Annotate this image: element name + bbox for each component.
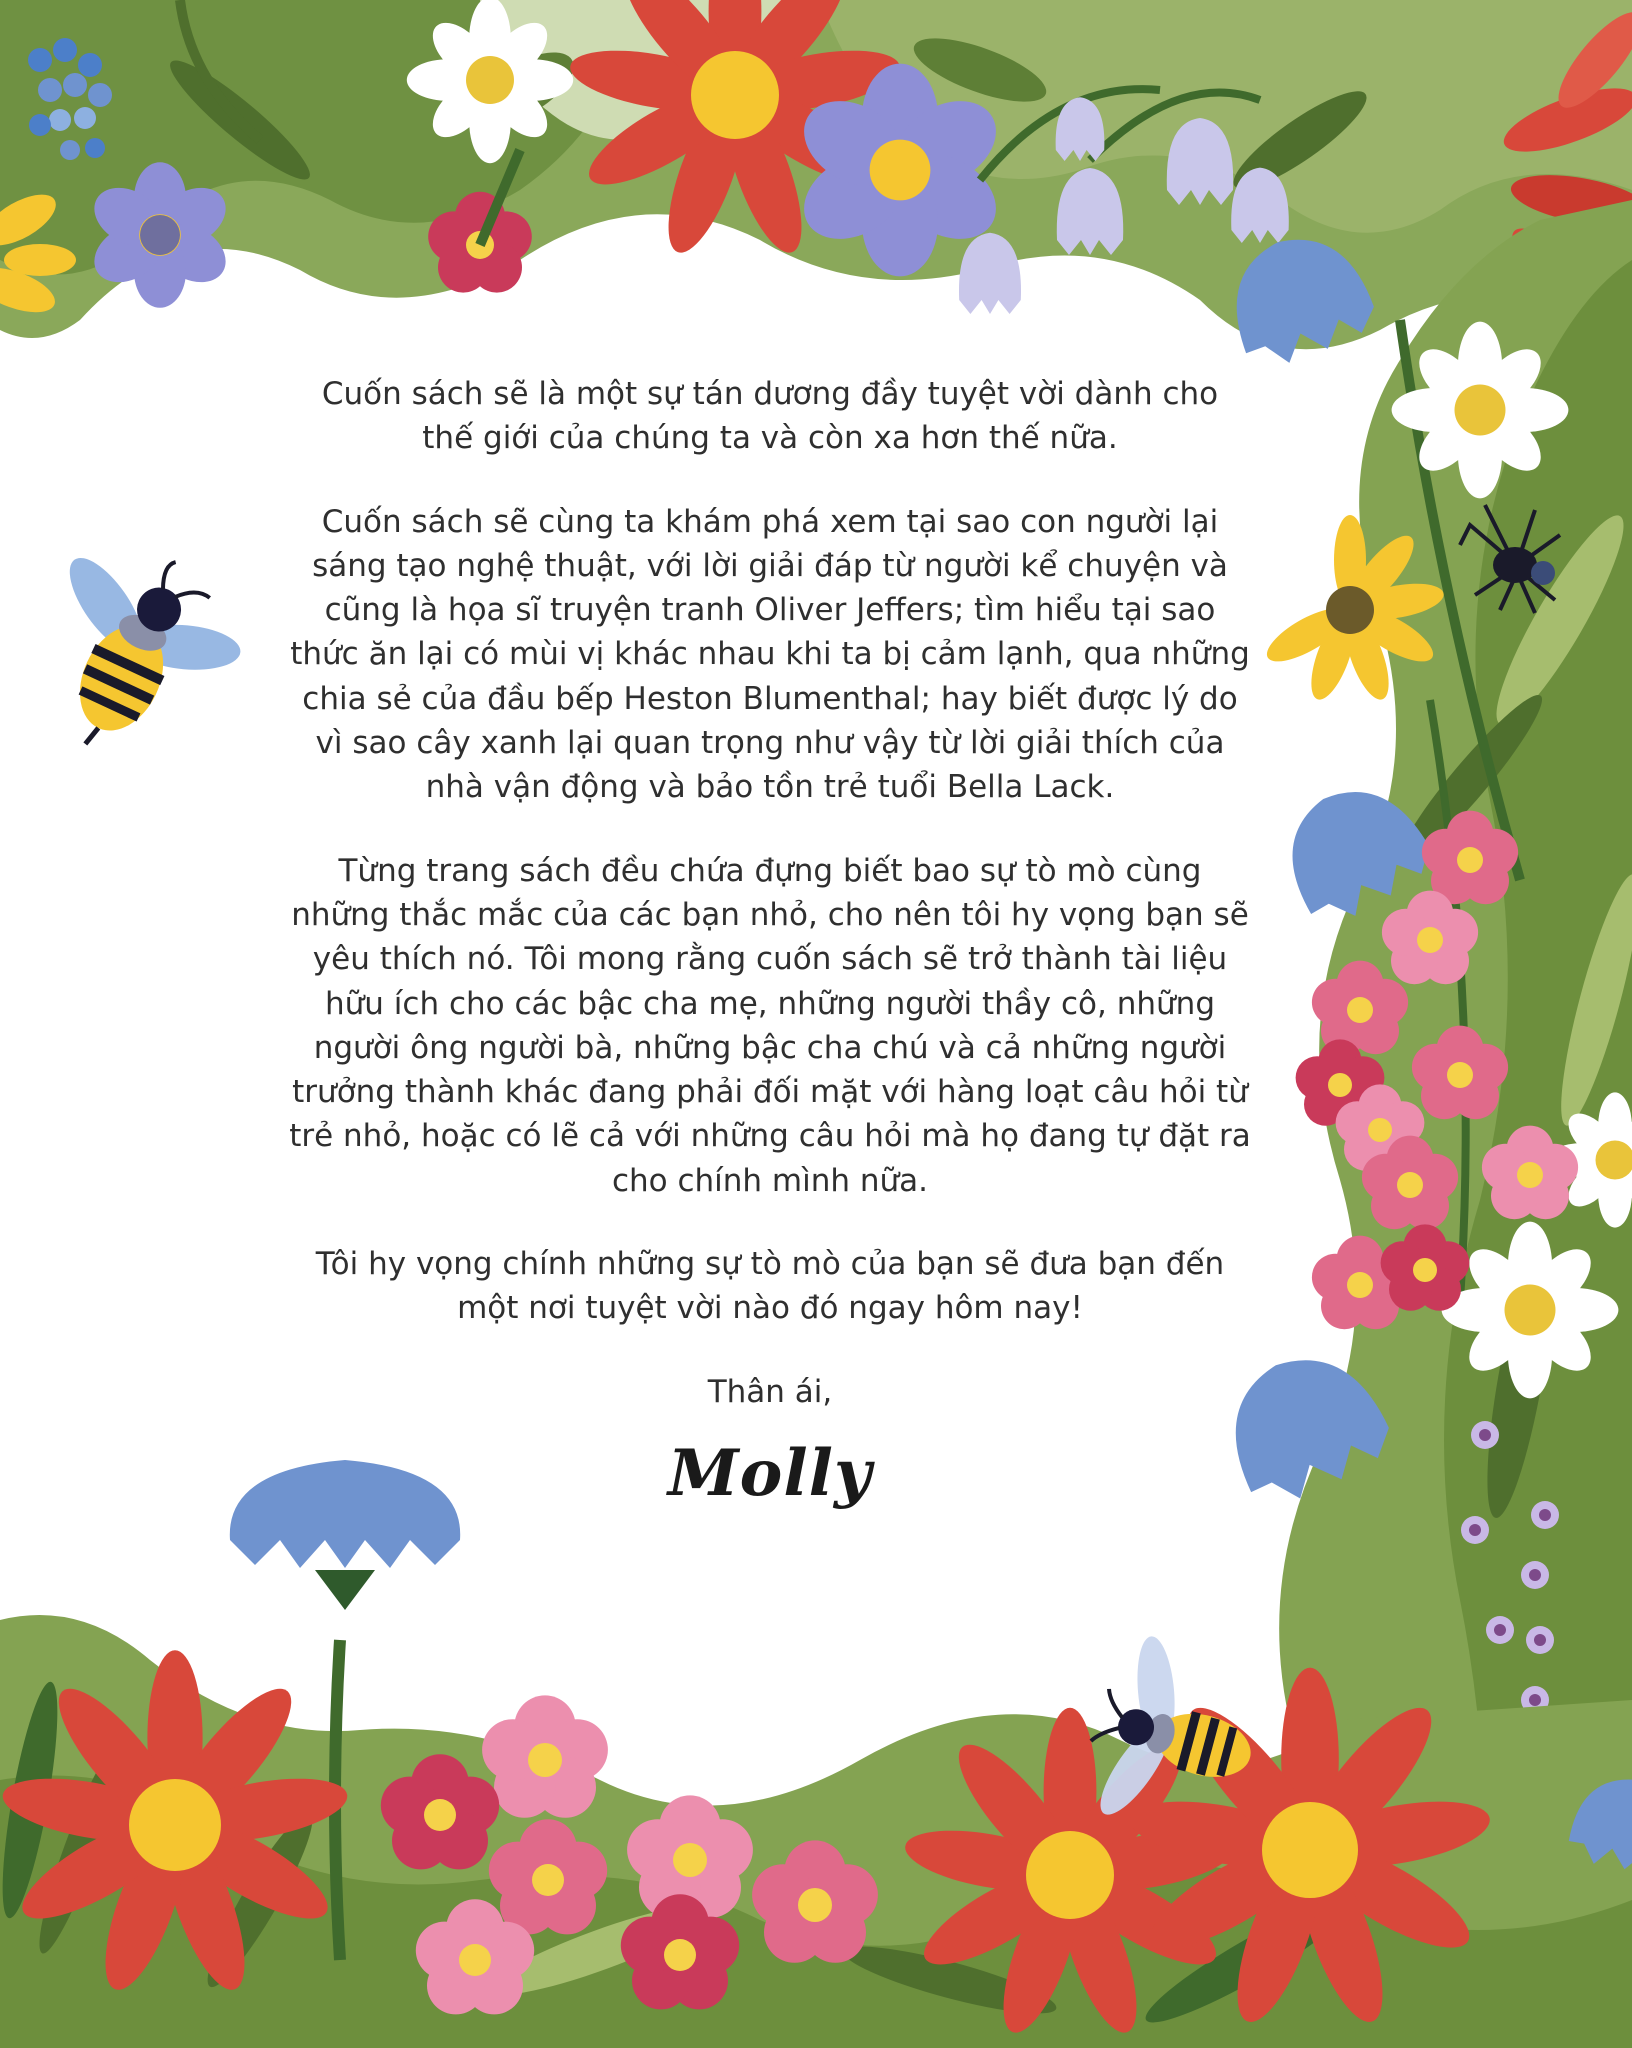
- text-line: trưởng thành khác đang phải đối mặt với hàng loạt câu hỏi từ: [292, 1074, 1248, 1111]
- text-line: nhà vận động và bảo tồn trẻ tuổi Bella Lack.: [425, 769, 1115, 806]
- text-line: yêu thích nó. Tôi mong rằng cuốn sách sẽ trở thành tài liệu: [312, 941, 1228, 978]
- text-line: hữu ích cho các bậc cha mẹ, những người thầy cô, những: [324, 985, 1215, 1022]
- text-line: cho chính mình nữa.: [611, 1162, 929, 1199]
- text-line: Cuốn sách sẽ là một sự tán dương đầy tuyệt vời dành cho: [321, 376, 1219, 412]
- paragraph-2: [270, 500, 1270, 810]
- text-line: một nơi tuyệt vời nào đó ngay hôm nay!: [457, 1290, 1083, 1327]
- text-line: thế giới của chúng ta và còn xa hơn thế nữa.: [422, 420, 1118, 457]
- paragraph-4: [270, 1242, 1270, 1331]
- text-line: trẻ nhỏ, hoặc có lẽ cả với những câu hỏi mà họ đang tự đặt ra: [289, 1118, 1251, 1155]
- top-foliage: [0, 0, 1632, 349]
- paragraph-3: [270, 849, 1270, 1203]
- letter-body: [270, 372, 1270, 1514]
- text-line: cũng là họa sĩ truyện tranh Oliver Jeffers; tìm hiểu tại sao: [324, 592, 1216, 629]
- text-line: vì sao cây xanh lại quan trọng như vậy từ lời giải thích của: [315, 725, 1225, 762]
- bee-icon: [0, 518, 270, 790]
- text-line: thức ăn lại có mùi vị khác nhau khi ta bị cảm lạnh, qua những: [290, 636, 1250, 673]
- text-line: người ông người bà, những bậc cha chú và cả những người: [313, 1029, 1227, 1066]
- closing-salutation: Thân ái,: [707, 1373, 833, 1410]
- text-line: Từng trang sách đều chứa đựng biết bao sự tò mò cùng: [338, 852, 1202, 889]
- paragraph-1: [270, 372, 1270, 461]
- text-line: chia sẻ của đầu bếp Heston Blumenthal; hay biết được lý do: [302, 680, 1238, 717]
- text-line: Tôi hy vọng chính những sự tò mò của bạn sẽ đưa bạn đến: [315, 1246, 1225, 1283]
- text-line: Cuốn sách sẽ cùng ta khám phá xem tại sao con người lại: [321, 503, 1219, 540]
- text-line: những thắc mắc của các bạn nhỏ, cho nên tôi hy vọng bạn sẽ: [291, 896, 1249, 933]
- text-line: sáng tạo nghệ thuật, với lời giải đáp từ người kể chuyện và: [312, 547, 1228, 584]
- signature: Molly: [667, 1435, 873, 1511]
